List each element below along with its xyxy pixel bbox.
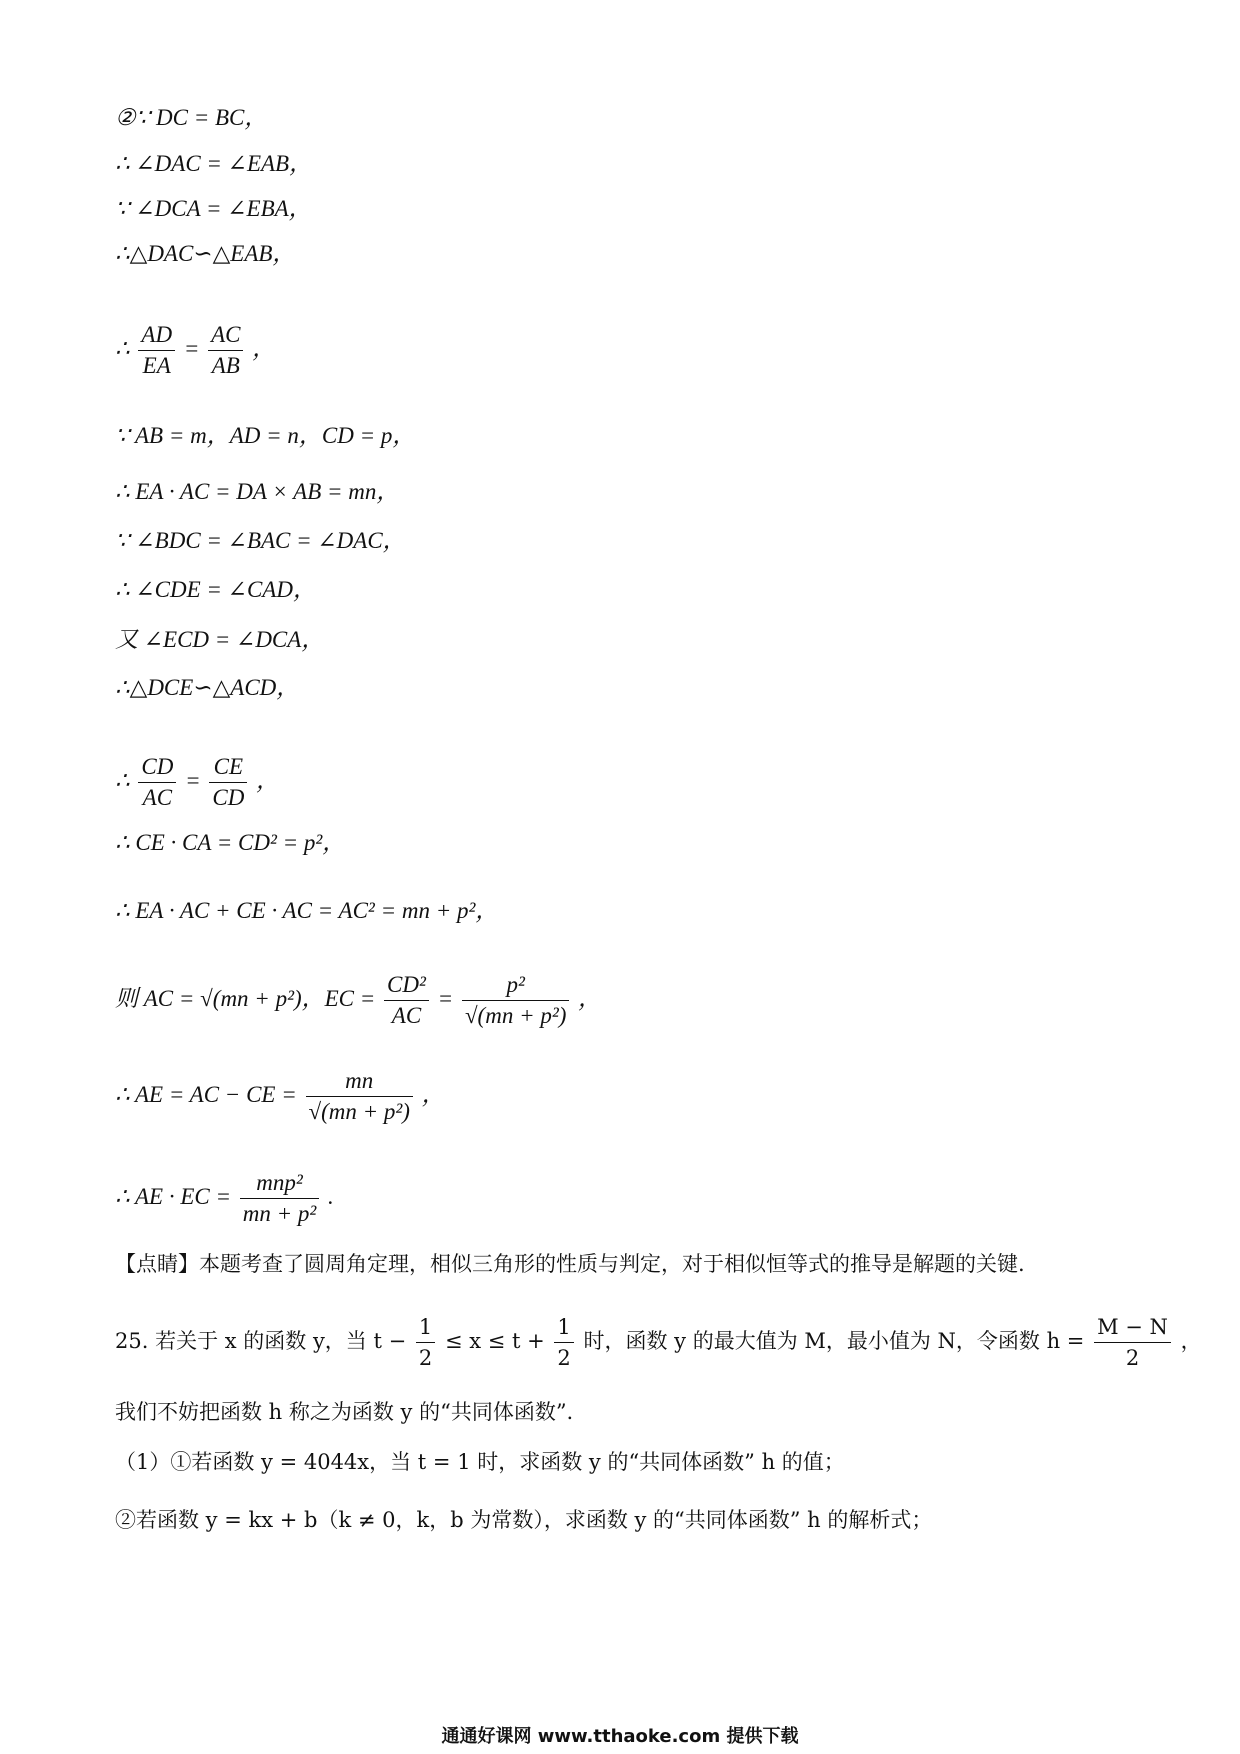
numerator: CE — [209, 752, 247, 783]
denominator: AC — [142, 785, 173, 810]
line: ∴ ∠DAC = ∠EAB， — [115, 151, 313, 176]
therefore-sign: ∴ — [115, 767, 130, 793]
line: ∴△DCE∽△ACD， — [115, 675, 300, 700]
denominator: 2 — [557, 1346, 571, 1370]
equals-sign: = — [185, 767, 201, 793]
fraction-line — [115, 1066, 445, 1127]
fraction — [554, 1312, 573, 1373]
line: ∵ ∠DCA = ∠EBA， — [115, 196, 312, 221]
fraction — [416, 1312, 435, 1373]
question-text: ≤ x ≤ t + — [444, 1329, 545, 1353]
numerator: M − N — [1094, 1312, 1171, 1343]
line: ∴ ∠CDE = ∠CAD， — [115, 577, 316, 602]
sub-question-2: ②若函数 y = kx + b（k ≠ 0，k，b 为常数），求函数 y 的“共同体函数” h 的解析式； — [115, 1508, 933, 1532]
page-footer: 通通好课网 www.tthaoke.com 提供下载 — [441, 1726, 799, 1747]
equals-sign: = — [437, 985, 454, 1011]
expression: ∴ AE · EC = — [115, 1183, 231, 1209]
numerator: AD — [138, 320, 175, 351]
numerator: 1 — [554, 1312, 573, 1343]
sub-question-1: （1）①若函数 y = 4044x，当 t = 1 时，求函数 y 的“共同体函数” h 的值； — [115, 1450, 845, 1474]
fraction — [306, 1066, 413, 1127]
fraction — [240, 1168, 320, 1229]
punctuation: ， — [256, 767, 280, 793]
numerator: p² — [462, 970, 569, 1001]
line: ∴ EA · AC = DA × AB = mn， — [115, 479, 400, 504]
line: ∴ EA · AC + CE · AC = AC² = mn + p²， — [115, 898, 499, 923]
line: ∵ AB = m，AD = n，CD = p， — [115, 423, 416, 448]
line: ∵ ∠BDC = ∠BAC = ∠DAC， — [115, 528, 406, 553]
denominator: mn + p² — [242, 1201, 317, 1226]
numerator: mnp² — [240, 1168, 320, 1199]
denominator: EA — [142, 353, 171, 378]
denominator: AB — [211, 353, 240, 378]
punctuation: ， — [1180, 1329, 1202, 1353]
denominator: 2 — [1125, 1346, 1140, 1370]
numerator: AC — [208, 320, 243, 351]
equals-sign: = — [183, 335, 200, 361]
fraction-line — [115, 1168, 334, 1229]
question-25 — [115, 1312, 1202, 1373]
fraction-line — [115, 752, 279, 813]
fraction — [138, 752, 176, 813]
expression: ∴ AE = AC − CE = — [115, 1081, 297, 1107]
line: ∴△DAC∽△EAB， — [115, 241, 296, 266]
fraction — [209, 752, 247, 813]
key-point-note: 【点睛】本题考查了圆周角定理，相似三角形的性质与判定，对于相似恒等式的推导是解题的关键. — [115, 1252, 1025, 1276]
question-text: 25. 若关于 x 的函数 y，当 t − — [115, 1329, 407, 1353]
numerator: 1 — [416, 1312, 435, 1343]
fraction — [1094, 1312, 1171, 1373]
numerator: mn — [306, 1066, 413, 1097]
punctuation: ， — [252, 335, 276, 361]
fraction — [462, 970, 569, 1031]
fraction — [208, 320, 243, 381]
denominator: AC — [391, 1003, 422, 1028]
punctuation: . — [328, 1183, 334, 1209]
therefore-sign: ∴ — [115, 335, 130, 361]
line: ②∵ DC = BC， — [115, 105, 268, 130]
expression: 则 AC = √(mn + p²)，EC = — [115, 985, 376, 1011]
denominator: CD — [212, 785, 245, 810]
punctuation: ， — [421, 1081, 445, 1107]
line: 我们不妨把函数 h 称之为函数 y 的“共同体函数”. — [115, 1400, 574, 1424]
line: ∴ CE · CA = CD² = p²， — [115, 830, 346, 855]
fraction-line — [115, 970, 601, 1031]
numerator: CD² — [384, 970, 429, 1001]
denominator: √(mn + p²) — [464, 1003, 567, 1028]
line: 又 ∠ECD = ∠DCA， — [115, 627, 325, 652]
punctuation: ， — [578, 985, 602, 1011]
fraction — [138, 320, 175, 381]
question-text: 时，函数 y 的最大值为 M，最小值为 N，令函数 h = — [583, 1329, 1085, 1353]
numerator: CD — [138, 752, 176, 783]
fraction — [384, 970, 429, 1031]
denominator: √(mn + p²) — [308, 1099, 410, 1124]
denominator: 2 — [418, 1346, 433, 1370]
fraction-line — [115, 320, 275, 381]
